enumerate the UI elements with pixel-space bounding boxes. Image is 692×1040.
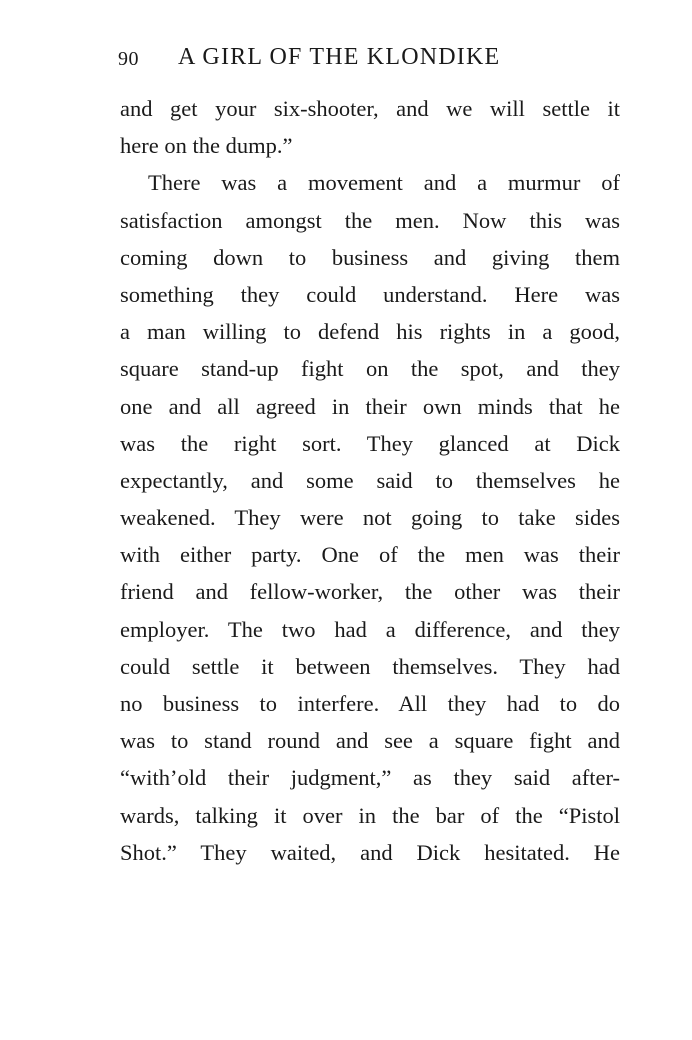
text-line: a man willing to defend his rights in a good,	[120, 319, 620, 345]
text-line: square stand-up fight on the spot, and they	[120, 356, 620, 382]
text-line: no business to interfere. All they had to do	[120, 691, 620, 716]
page-number: 90	[118, 48, 139, 70]
text-line: Shot.” They waited, and Dick hesitated. He	[120, 839, 620, 865]
text-line: coming down to business and giving them	[120, 244, 620, 270]
body-text	[120, 90, 620, 871]
paragraph-first-line: There was a movement and a murmur of	[148, 170, 620, 196]
text-line: was the right sort. They glanced at Dick	[120, 430, 620, 456]
book-title: A GIRL OF THE KLONDIKE	[178, 44, 501, 70]
running-head	[118, 44, 620, 76]
text-line: expectantly, and some said to themselves he	[120, 467, 620, 493]
text-line: weakened. They were not going to take sides	[120, 505, 620, 531]
text-line: and get your six-shooter, and we will settle it	[120, 96, 620, 121]
text-line: wards, talking it over in the bar of the “Pistol	[120, 802, 620, 828]
text-line: with either party. One of the men was their	[120, 542, 620, 568]
text-line: could settle it between themselves. They had	[120, 653, 620, 679]
text-line: was to stand round and see a square fight and	[120, 728, 620, 754]
text-line: one and all agreed in their own minds that he	[120, 393, 620, 419]
text-line: “with’old their judgment,” as they said after-	[120, 765, 620, 791]
text-line: satisfaction amongst the men. Now this was	[120, 207, 620, 233]
text-line: employer. The two had a difference, and they	[120, 616, 620, 642]
text-line: friend and fellow-worker, the other was their	[120, 579, 620, 605]
text-line: something they could understand. Here was	[120, 281, 620, 307]
text-line: here on the dump.”	[120, 133, 293, 159]
